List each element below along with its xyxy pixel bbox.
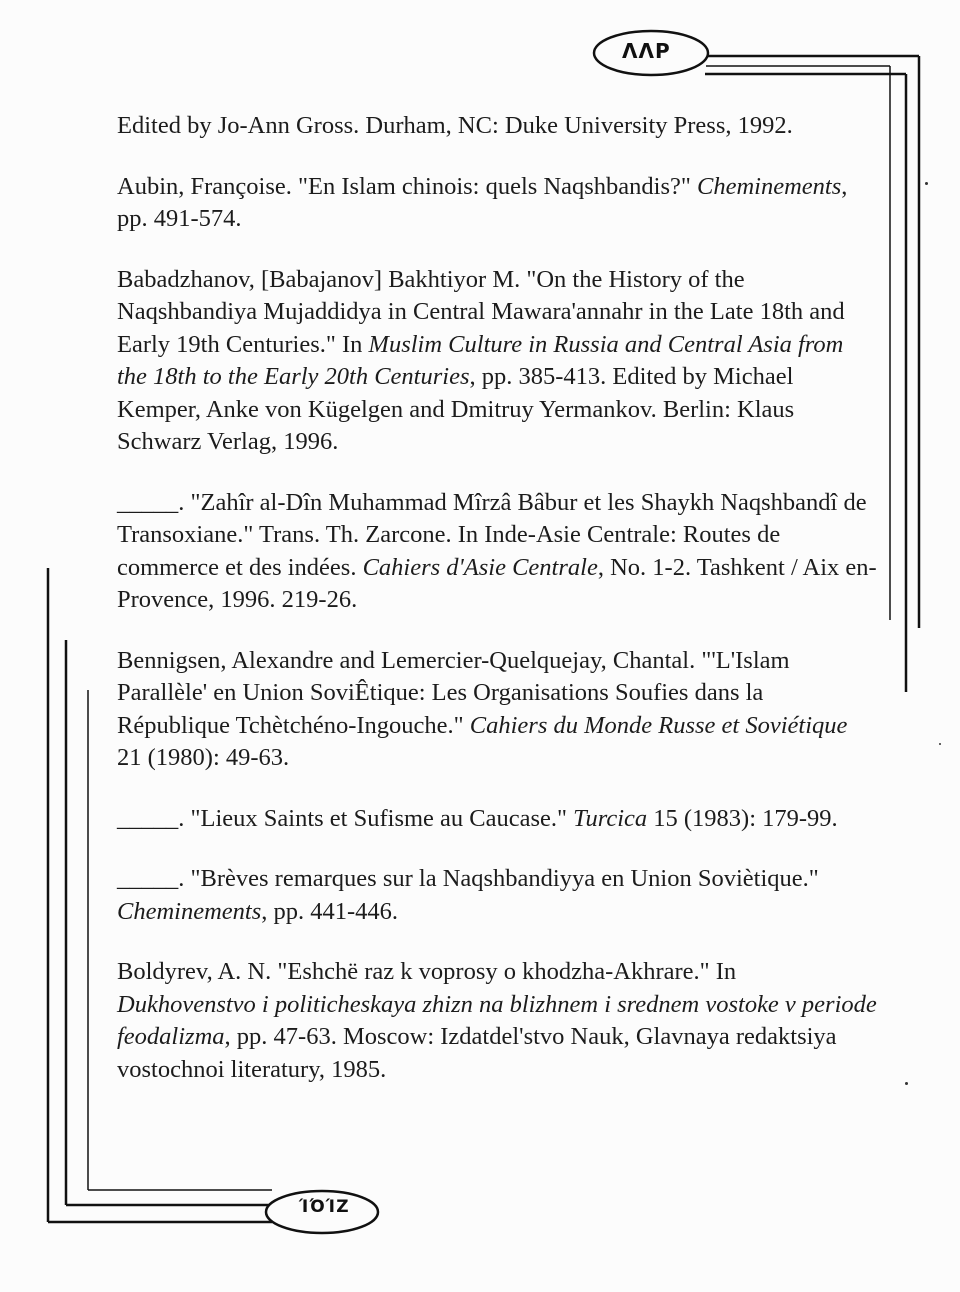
- bibliography-entry: [117, 264, 877, 459]
- entry-title-italic: Dukhovenstvo i politicheskaya zhizn na blizhnem i srednem vostoke v periode feodalizma: [117, 990, 877, 1050]
- bibliography-entry: [117, 803, 877, 836]
- entry-text: _____. "Brèves remarques sur la Naqshbandiyya en Union Soviètique.": [117, 865, 819, 892]
- bibliography-entry: [117, 487, 877, 617]
- entry-text: Babadzhanov, [Babajanov] Bakhtiyor M. "On the History of the Naqshbandiya Mujaddidya in Central Mawara'annahr in the Late 18th and Early 19th Centuries." In: [117, 265, 845, 358]
- entry-title-italic: Turcica: [573, 804, 648, 832]
- bibliography-entry: [117, 645, 877, 775]
- scan-speck: [925, 182, 928, 185]
- entry-text: Aubin, Françoise. "En Islam chinois: quels Naqshbandis?": [117, 172, 698, 200]
- entry-text: , pp. 385-413. Edited by Michael Kemper, Anke von Kügelgen and Dmitruy Yermankov. Berlin: Klaus Schwarz Verlag, 1996.: [117, 363, 795, 455]
- entry-text: _____. "Zahîr al-Dîn Muhammad Mîrzâ Bâbur et les Shaykh Naqshbandî de Transoxiane." Trans. Th. Zarcone. In Inde-Asie Centrale: Routes de commerce et des indées.: [117, 488, 867, 581]
- entry-text: , pp. 441-446.: [261, 897, 399, 925]
- scan-speck: [939, 743, 941, 745]
- entry-title-italic: Cahiers d'Asie Centrale: [362, 553, 598, 581]
- bibliography-entry: [117, 110, 877, 143]
- entry-title-italic: Cahiers du Monde Russe et Soviétique: [469, 711, 848, 739]
- entry-title-italic: Muslim Culture in Russia and Central Asia from the 18th to the Early 20th Centuries: [117, 330, 844, 390]
- entry-text: 15 (1983): 179-99.: [647, 804, 838, 832]
- entry-text: Bennigsen, Alexandre and Lemercier-Quelquejay, Chantal. "'L'Islam Parallèle' en Union SoviÊtique: Les Organisations Soufies dans la République Tchètchéno-Ingouche.": [117, 646, 790, 739]
- entry-text: _____. "Lieux Saints et Sufisme au Caucase.": [117, 804, 574, 832]
- bibliography-entry: [117, 956, 877, 1086]
- entry-text: , pp. 47-63. Moscow: Izdatdel'stvo Nauk, Glavnaya redaktsiya vostochnoi literatury, 1985.: [117, 1023, 837, 1083]
- bibliography-entry: [117, 171, 877, 236]
- entry-text: , No. 1-2. Tashkent / Aix en-Provence, 1996. 219-26.: [117, 553, 877, 613]
- entry-text: 21 (1980): 49-63.: [117, 744, 290, 771]
- entry-text: , pp. 491-574.: [117, 172, 848, 232]
- entry-title-italic: Cheminements: [697, 172, 842, 200]
- entry-text: Edited by Jo-Ann Gross. Durham, NC: Duke University Press, 1992.: [117, 112, 793, 139]
- entry-title-italic: Cheminements: [117, 897, 262, 925]
- bibliography-entry: [117, 863, 877, 928]
- entry-text: Boldyrev, A. N. "Eshchë raz k voprosy o khodzha-Akhrare." In: [117, 958, 737, 985]
- bottom-page-number: ΊΌΊΖ: [299, 1197, 350, 1217]
- top-page-number: ΛΛΡ: [622, 39, 671, 63]
- scan-speck: [905, 1082, 908, 1085]
- bibliography-list: [117, 110, 877, 1114]
